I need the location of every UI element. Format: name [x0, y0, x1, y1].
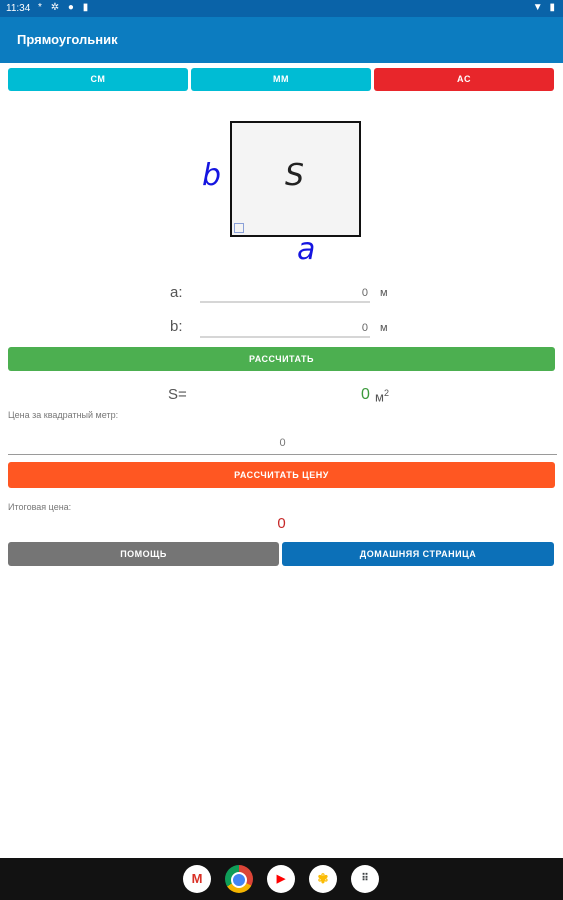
android-icon: ● [67, 2, 77, 13]
settings-icon: ✲ [50, 2, 63, 13]
app-drawer-icon[interactable]: ⠿ [351, 865, 379, 893]
right-angle-marker [234, 223, 244, 233]
side-a-symbol: a [297, 232, 316, 267]
area-result-value: 0 [361, 386, 370, 403]
youtube-icon[interactable]: ▶ [267, 865, 295, 893]
side-a-unit: м [380, 287, 388, 299]
side-b-input[interactable] [200, 320, 370, 338]
side-a-label: a: [170, 284, 183, 301]
status-time: 11:34 [6, 3, 31, 14]
total-price-value: 0 [277, 515, 286, 532]
unit-ac-button[interactable]: AC [374, 68, 554, 91]
unit-mm-button[interactable]: ММ [191, 68, 371, 91]
sd-card-icon: ▮ [82, 2, 92, 13]
area-result-unit [375, 388, 389, 404]
home-page-button[interactable]: ДОМАШНЯЯ СТРАНИЦА [282, 542, 554, 566]
calculate-button[interactable]: РАССЧИТАТЬ [8, 347, 555, 371]
price-per-meter-input[interactable] [8, 432, 557, 455]
area-unit-base: м [375, 389, 384, 405]
navigation-dock [0, 858, 563, 900]
app-bar [0, 17, 563, 63]
side-b-unit: м [380, 322, 388, 334]
app-title: Прямоугольник [17, 32, 118, 47]
unit-cm-button[interactable]: СМ [8, 68, 188, 91]
photos-icon[interactable]: ✾ [309, 865, 337, 893]
status-left-icons [38, 2, 91, 13]
total-price-label: Итоговая цена: [8, 502, 72, 512]
side-a-input[interactable] [200, 285, 370, 303]
status-bar [0, 0, 563, 17]
status-right-icons [533, 2, 557, 13]
side-b-label: b: [170, 318, 183, 335]
notification-icon: * [38, 2, 45, 13]
side-b-symbol: b [202, 158, 222, 193]
help-button[interactable]: ПОМОЩЬ [8, 542, 279, 566]
gmail-icon[interactable]: M [183, 865, 211, 893]
area-result-label: S= [168, 386, 187, 403]
price-per-meter-label: Цена за квадратный метр: [8, 410, 119, 420]
area-unit-power: 2 [383, 388, 389, 398]
chrome-icon[interactable] [225, 865, 253, 893]
battery-icon: ▮ [549, 2, 557, 13]
area-symbol: S [285, 158, 305, 193]
wifi-icon: ▼ [532, 2, 545, 13]
calculate-price-button[interactable]: РАССЧИТАТЬ ЦЕНУ [8, 462, 555, 488]
